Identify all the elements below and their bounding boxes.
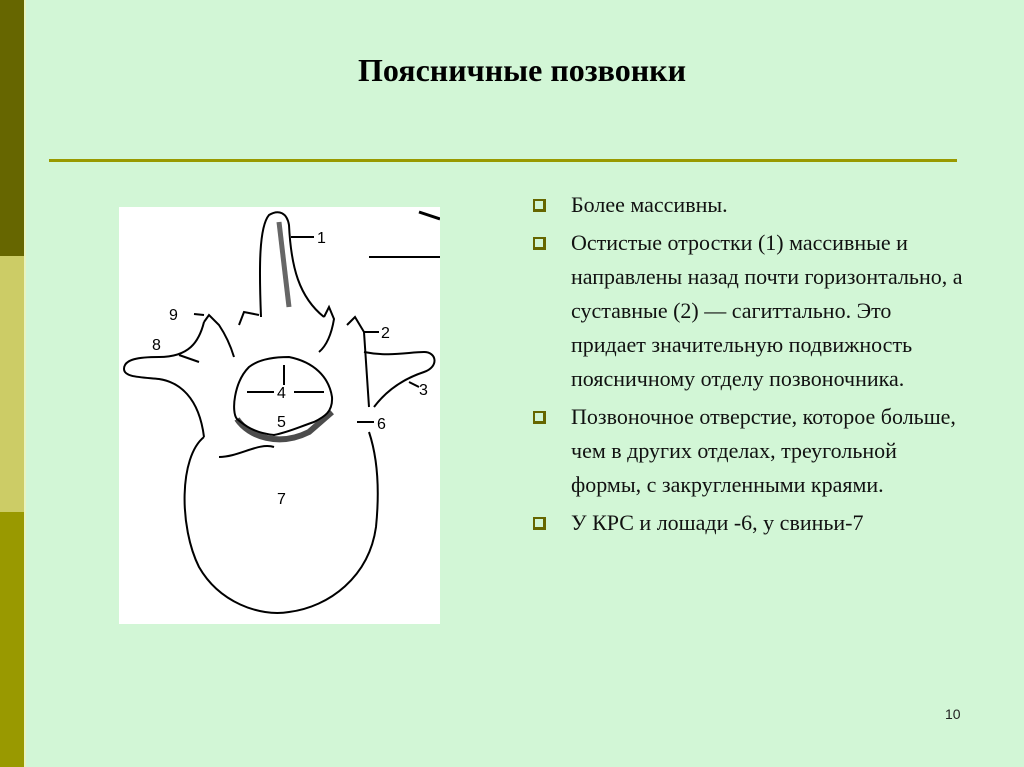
label-6: 6 (377, 416, 386, 433)
square-bullet-icon (533, 411, 546, 424)
bullet-list (530, 188, 970, 544)
vertebra-figure (119, 207, 440, 624)
bullet-text: У КРС и лошади -6, у свиньи-7 (571, 510, 864, 535)
square-bullet-icon (533, 237, 546, 250)
sidebar-stripe-bottom (0, 512, 24, 767)
label-3: 3 (419, 382, 428, 399)
bullet-text: Позвоночное отверстие, которое больше, чем в других отделах, треугольной формы, с закругленными краями. (571, 404, 956, 497)
vertebra-drawing (119, 207, 440, 624)
bullet-text: Остистые отростки (1) массивные и направлены назад почти горизонтально, а суставные (2) — сагиттально. Это придает значительную подвижность поясничному отделу позвоночника. (571, 230, 963, 391)
bullet-text: Более массивны. (571, 192, 728, 217)
bullet-item (530, 506, 970, 540)
sidebar-stripe-top (0, 0, 24, 256)
page-number: 10 (945, 706, 961, 722)
title-divider (49, 159, 957, 162)
square-bullet-icon (533, 517, 546, 530)
bullet-item (530, 400, 970, 502)
label-9: 9 (169, 307, 178, 324)
label-2: 2 (381, 325, 390, 342)
label-7: 7 (277, 491, 286, 508)
square-bullet-icon (533, 199, 546, 212)
sidebar-edge (24, 0, 26, 767)
bullet-item (530, 226, 970, 396)
label-5: 5 (277, 414, 286, 431)
sidebar-stripe-middle (0, 256, 24, 512)
label-4: 4 (277, 385, 286, 402)
label-8: 8 (152, 337, 161, 354)
slide-title: Поясничные позвонки (357, 52, 686, 88)
bullet-item (530, 188, 970, 222)
label-1: 1 (317, 230, 326, 247)
